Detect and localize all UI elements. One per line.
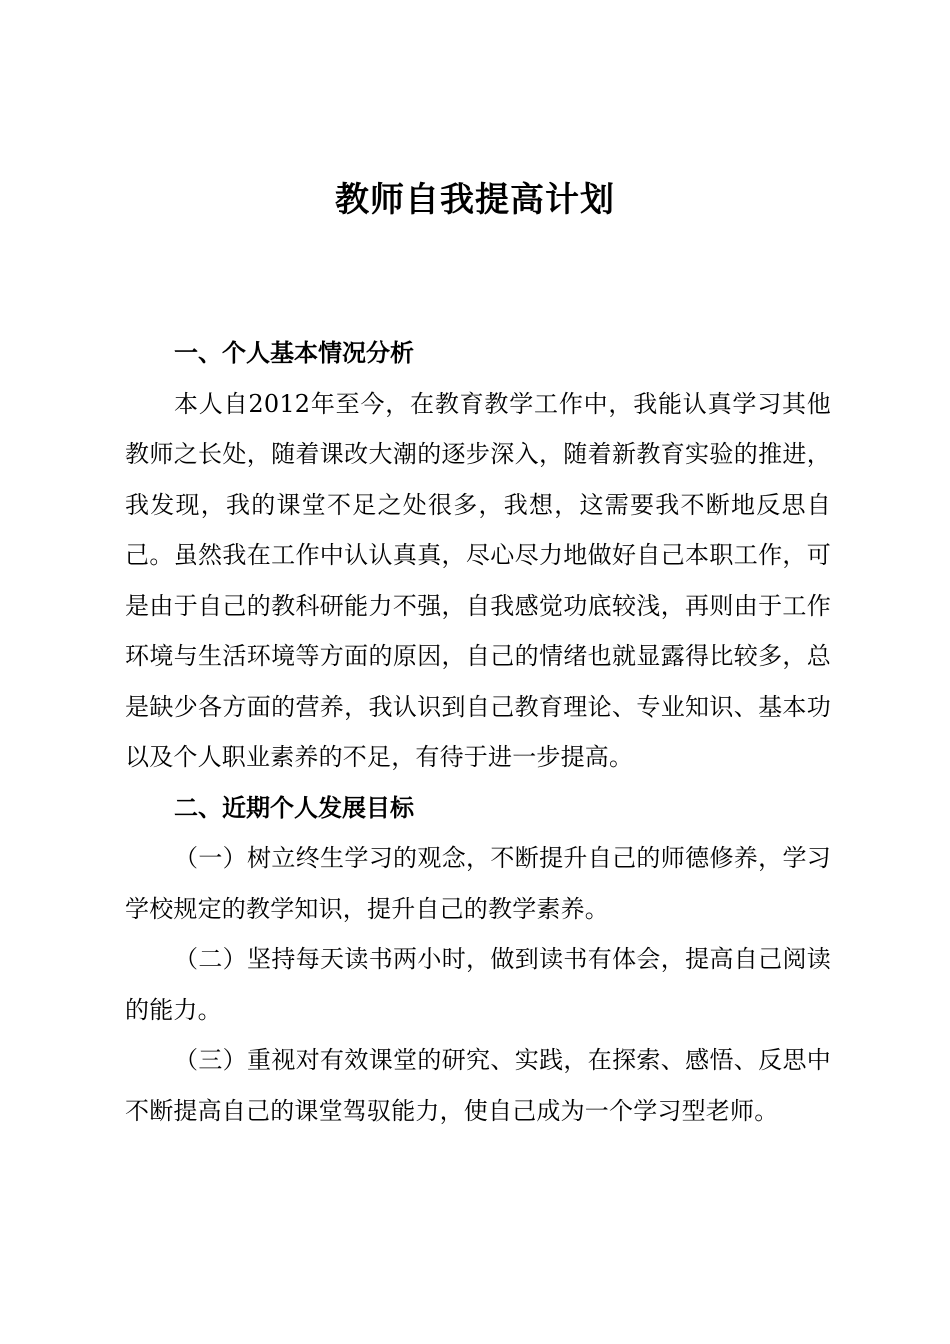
section-1-paragraph: 本人自2012年至今，在教育教学工作中，我能认真学习其他教师之长处，随着课改大潮的逐步深入，随着新教育实验的推进，我发现，我的课堂不足之处很多，我想，这需要我不断地反思自己。虽然我在工作中认认真真，尽心尽力地做好自己本职工作，可是由于自己的教科研能力不强，自我感觉功底较浅，再则由于工作环境与生活环境等方面的原因，自己的情绪也就显露得比较多，总是缺少各方面的营养，我认识到自己教育理论、专业知识、基本功以及个人职业素养的不足，有待于进一步提高。 (125, 389, 831, 771)
document-body (125, 328, 831, 1136)
section-heading-2: 二、近期个人发展目标 (174, 793, 414, 822)
section-heading-1: 一、个人基本情况分析 (174, 339, 414, 367)
goal-item-3: （三）重视对有效课堂的研究、实践，在探索、感悟、反思中不断提高自己的课堂驾驭能力，使自己成为一个学习型老师。 (125, 1046, 831, 1125)
goal-item-1: （一）树立终生学习的观念，不断提升自己的师德修养，学习学校规定的教学知识，提升自己的教学素养。 (125, 844, 831, 923)
goal-item-2: （二）坚持每天读书两小时，做到读书有体会，提高自己阅读的能力。 (125, 945, 831, 1024)
document-title: 教师自我提高计划 (335, 180, 615, 220)
